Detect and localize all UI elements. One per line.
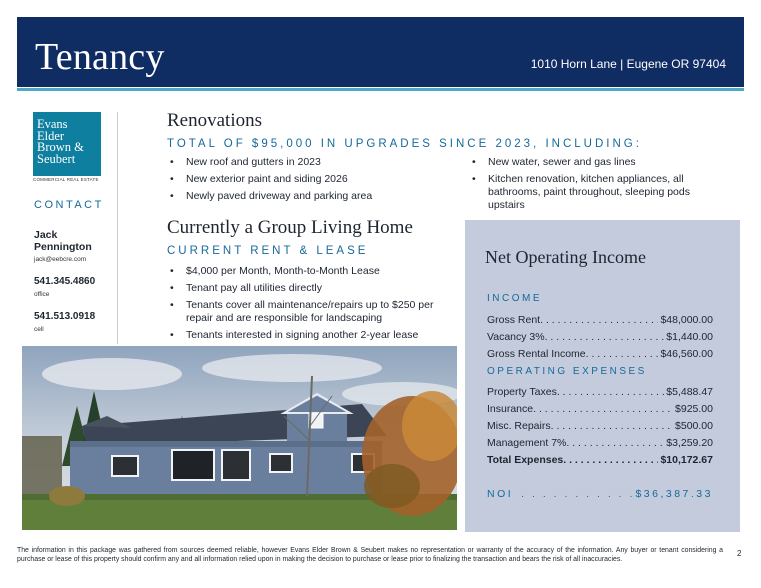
- list-item: • New exterior paint and siding 2026: [168, 173, 458, 186]
- row-value: $46,560.00: [660, 348, 713, 360]
- company-logo: [33, 112, 101, 176]
- logo-tagline: COMMERCIAL REAL ESTATE: [33, 177, 99, 182]
- leader-dots: [551, 420, 673, 432]
- contact-name: Jack Pennington: [34, 229, 92, 253]
- sidebar-divider: [117, 112, 118, 344]
- noi-total-row: [487, 488, 713, 500]
- income-row: [487, 331, 713, 345]
- row-label: Total Expenses: [487, 454, 564, 466]
- leader-dots: [586, 348, 659, 360]
- renovations-subtitle: TOTAL OF $95,000 IN UPGRADES SINCE 2023, INCLUDING:: [167, 138, 642, 150]
- list-item: • Tenants cover all maintenance/repairs up to $250 per repair and are responsible for landscaping: [168, 299, 453, 325]
- noi-label: NOI: [487, 488, 514, 500]
- expense-row: [487, 386, 713, 400]
- leader-dots: [540, 314, 658, 326]
- logo-line: Elder: [37, 128, 65, 143]
- contact-email[interactable]: jack@eebcre.com: [34, 256, 87, 263]
- row-label: Gross Rental Income: [487, 348, 586, 360]
- office-phone-label: office: [34, 291, 50, 298]
- group-home-title: Currently a Group Living Home: [167, 217, 413, 238]
- page-number: 2: [737, 549, 742, 558]
- leader-dots: [513, 488, 635, 500]
- income-heading: INCOME: [487, 293, 542, 304]
- list-item: • New roof and gutters in 2023: [168, 156, 458, 169]
- office-phone[interactable]: 541.345.4860: [34, 276, 96, 287]
- logo-line: Evans: [37, 117, 68, 131]
- row-value: $1,440.00: [666, 331, 713, 343]
- row-value: $10,172.67: [660, 454, 713, 466]
- rent-lease-list: [168, 265, 453, 346]
- income-row: [487, 314, 713, 328]
- leader-dots: [563, 454, 658, 466]
- property-address: 1010 Horn Lane | Eugene OR 97404: [530, 57, 726, 71]
- contact-heading: CONTACT: [34, 199, 104, 211]
- income-row: [487, 348, 713, 362]
- page-title: Tenancy: [35, 36, 165, 78]
- expense-row: [487, 437, 713, 451]
- total-expenses-row: [487, 454, 713, 468]
- renovations-list-left: [168, 156, 458, 207]
- list-item: • Newly paved driveway and parking area: [168, 190, 458, 203]
- row-value: $925.00: [675, 403, 713, 415]
- expenses-heading: OPERATING EXPENSES: [487, 366, 647, 377]
- cell-phone[interactable]: 541.513.0918: [34, 311, 96, 322]
- list-item: • Tenant pay all utilities directly: [168, 282, 453, 295]
- list-item: • Kitchen renovation, kitchen appliances, all bathrooms, paint throughout, sleeping pods upstairs: [470, 173, 720, 212]
- list-item: • $4,000 per Month, Month-to-Month Lease: [168, 265, 453, 278]
- cell-phone-label: cell: [34, 326, 44, 333]
- leader-dots: [566, 437, 664, 449]
- expense-row: [487, 403, 713, 417]
- row-label: Gross Rent: [487, 314, 541, 326]
- row-value: $5,488.47: [666, 386, 713, 398]
- rent-lease-subtitle: CURRENT RENT & LEASE: [167, 245, 369, 257]
- logo-line: Seubert: [37, 151, 76, 166]
- row-label: Vacancy 3%: [487, 331, 545, 343]
- noi-title: Net Operating Income: [485, 247, 646, 267]
- row-label: Property Taxes: [487, 386, 557, 398]
- row-label: Insurance: [487, 403, 534, 415]
- row-value: $3,259.20: [666, 437, 713, 449]
- noi-panel: [465, 220, 740, 532]
- leader-dots: [557, 386, 664, 398]
- list-item: • New water, sewer and gas lines: [470, 156, 720, 169]
- page-header: [17, 17, 744, 87]
- disclaimer-text: The information in this package was gathered from sources deemed reliable, however Evans Elder Brown & Seubert makes no representation or warranty of the accuracy of the information. Any buyer or tenant considering a purchase or lease of this property should confirm any and all information relied upon in making the decision to purchase or lease prior to finalizing the transaction and bears the risk of all inaccuracies.: [17, 547, 723, 563]
- expense-row: [487, 420, 713, 434]
- property-photo: [22, 346, 457, 530]
- row-value: $500.00: [675, 420, 713, 432]
- renovations-list-right: [470, 156, 720, 216]
- list-item: • Tenants interested in signing another 2-year lease: [168, 329, 453, 342]
- header-accent-line: [17, 88, 744, 91]
- row-label: Management 7%: [487, 437, 567, 449]
- noi-value: $36,387.33: [635, 488, 713, 500]
- renovations-title: Renovations: [167, 110, 262, 131]
- leader-dots: [545, 331, 665, 343]
- logo-line: Brown &: [37, 140, 84, 154]
- leader-dots: [533, 403, 673, 415]
- row-value: $48,000.00: [660, 314, 713, 326]
- row-label: Misc. Repairs: [487, 420, 551, 432]
